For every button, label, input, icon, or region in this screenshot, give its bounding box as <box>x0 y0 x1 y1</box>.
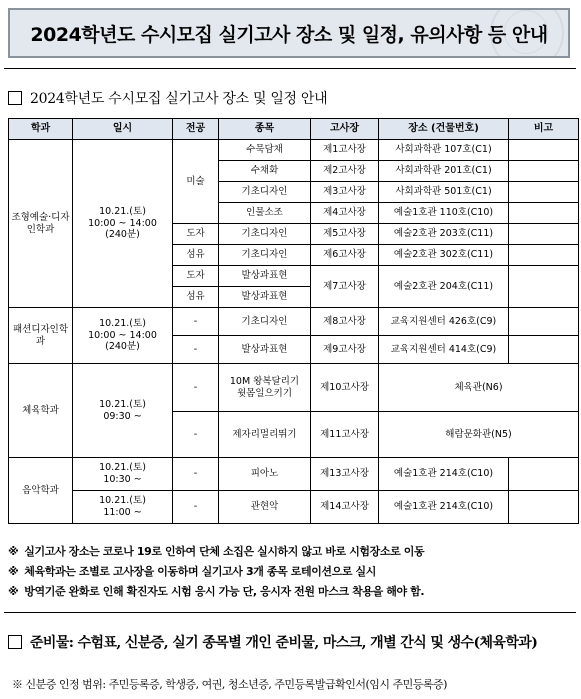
major-cell: - <box>173 458 219 491</box>
major-cell: - <box>173 364 219 412</box>
room-cell: 제13고사장 <box>311 458 379 491</box>
note-item: ※ 방역기준 완화로 인해 확진자도 시험 응시 가능 단, 응시자 전원 마스크 착용을 해야 함. <box>8 585 425 598</box>
note-item: ※ 실기고사 장소는 코로나 19로 인하여 단체 소집은 실시하지 않고 바로 시험장소로 이동 <box>8 545 425 558</box>
place-cell: 예술1호관 214호(C10) <box>379 491 509 524</box>
note-item: ※ 체육학과는 조별로 고사장을 이동하며 실기고사 3개 종목 로테이션으로 실시 <box>8 565 376 578</box>
section-heading-text: 2024학년도 수시모집 실기고사 장소 및 일정 안내 <box>30 91 328 107</box>
room-cell: 제11고사장 <box>311 412 379 458</box>
room-cell: 제10고사장 <box>311 364 379 412</box>
remarks-cell <box>509 140 579 161</box>
table-row <box>9 364 579 412</box>
table-row <box>9 140 579 161</box>
major-cell: 도자 <box>173 266 219 287</box>
major-cell: - <box>173 336 219 364</box>
datetime-cell: 10.21.(토) 10:00 ~ 14:00 (240분) <box>73 140 173 308</box>
place-cell: 체육관(N6) <box>379 364 579 412</box>
place-cell: 예술1호관 214호(C10) <box>379 458 509 491</box>
room-cell: 제3고사장 <box>311 182 379 203</box>
dept-cell: 패션디자인학과 <box>9 308 73 364</box>
event-cell: 제자리멀리뛰기 <box>219 412 311 458</box>
event-cell: 발상과표현 <box>219 266 311 287</box>
remarks-cell <box>509 182 579 203</box>
notes-list <box>8 542 578 602</box>
remarks-cell <box>509 458 579 491</box>
id-footnote: ※ 신분증 인정 범위: 주민등록증, 학생증, 여권, 청소년증, 주민등록발급확인서(임시 주민등록증) <box>12 678 447 691</box>
room-cell: 제8고사장 <box>311 308 379 336</box>
major-cell: 섬유 <box>173 287 219 308</box>
event-cell: 기초디자인 <box>219 182 311 203</box>
section-heading-supplies <box>8 632 537 652</box>
dept-cell: 체육학과 <box>9 364 73 458</box>
event-cell: 기초디자인 <box>219 224 311 245</box>
datetime-cell: 10.21.(토) 11:00 ~ <box>73 491 173 524</box>
header-datetime: 일시 <box>73 119 173 140</box>
dept-cell: 조형예술·디자인학과 <box>9 140 73 308</box>
place-cell: 해람문화관(N5) <box>379 412 579 458</box>
event-cell: 기초디자인 <box>219 245 311 266</box>
reference-mark: ※ <box>8 565 19 578</box>
header-place: 장소 (건물번호) <box>379 119 509 140</box>
title-banner <box>8 8 570 58</box>
checkbox-square-icon <box>8 91 22 105</box>
table-header-row <box>9 119 579 140</box>
room-cell: 제7고사장 <box>311 266 379 308</box>
remarks-cell <box>509 203 579 224</box>
remarks-cell <box>509 336 579 364</box>
event-cell: 발상과표현 <box>219 336 311 364</box>
place-cell: 사회과학관 107호(C1) <box>379 140 509 161</box>
table-row <box>9 308 579 336</box>
datetime-cell: 10.21.(토) 10:30 ~ <box>73 458 173 491</box>
header-remarks: 비고 <box>509 119 579 140</box>
place-cell: 교육지원센터 414호(C9) <box>379 336 509 364</box>
event-cell: 인물소조 <box>219 203 311 224</box>
major-cell: - <box>173 308 219 336</box>
room-cell: 제4고사장 <box>311 203 379 224</box>
major-cell: 섬유 <box>173 245 219 266</box>
major-cell: 미술 <box>173 140 219 224</box>
major-cell: - <box>173 412 219 458</box>
place-cell: 예술1호관 110호(C10) <box>379 203 509 224</box>
event-cell: 발상과표현 <box>219 287 311 308</box>
place-cell: 사회과학관 501호(C1) <box>379 182 509 203</box>
event-cell: 수채화 <box>219 161 311 182</box>
event-cell: 관현악 <box>219 491 311 524</box>
exam-schedule-table <box>8 118 579 524</box>
place-cell: 사회과학관 201호(C1) <box>379 161 509 182</box>
place-cell: 예술2호관 203호(C11) <box>379 224 509 245</box>
datetime-cell: 10.21.(토) 10:00 ~ 14:00 (240분) <box>73 308 173 364</box>
place-cell: 교육지원센터 426호(C9) <box>379 308 509 336</box>
table-row <box>9 458 579 491</box>
datetime-cell: 10.21.(토) 09:30 ~ <box>73 364 173 458</box>
major-cell: 도자 <box>173 224 219 245</box>
header-major: 전공 <box>173 119 219 140</box>
header-exam-room: 고사장 <box>311 119 379 140</box>
place-cell: 예술2호관 302호(C11) <box>379 245 509 266</box>
reference-mark: ※ <box>8 585 19 598</box>
room-cell: 제5고사장 <box>311 224 379 245</box>
header-event: 종목 <box>219 119 311 140</box>
event-cell: 수묵담채 <box>219 140 311 161</box>
event-cell: 10M 왕복달리기 윗몸일으키기 <box>219 364 311 412</box>
table-row <box>9 491 579 524</box>
event-cell: 피아노 <box>219 458 311 491</box>
place-cell: 예술2호관 204호(C11) <box>379 266 509 308</box>
major-cell: - <box>173 491 219 524</box>
remarks-cell <box>509 491 579 524</box>
remarks-cell <box>509 266 579 308</box>
page-title: 2024학년도 수시모집 실기고사 장소 및 일정, 유의사항 등 안내 <box>30 23 548 46</box>
remarks-cell <box>509 224 579 245</box>
checkbox-square-icon <box>8 635 22 649</box>
remarks-cell <box>509 161 579 182</box>
reference-mark: ※ <box>8 545 19 558</box>
header-dept: 학과 <box>9 119 73 140</box>
dept-cell: 음악학과 <box>9 458 73 524</box>
room-cell: 제1고사장 <box>311 140 379 161</box>
room-cell: 제6고사장 <box>311 245 379 266</box>
section-heading-text: 준비물: 수험표, 신분증, 실기 종목별 개인 준비물, 마스크, 개별 간식 및 생수(체육학과) <box>30 635 538 651</box>
remarks-cell <box>509 245 579 266</box>
event-cell: 기초디자인 <box>219 308 311 336</box>
divider-top <box>4 68 576 69</box>
remarks-cell <box>509 308 579 336</box>
room-cell: 제2고사장 <box>311 161 379 182</box>
section-heading-schedule <box>8 88 327 108</box>
divider-bottom <box>4 612 576 613</box>
room-cell: 제9고사장 <box>311 336 379 364</box>
room-cell: 제14고사장 <box>311 491 379 524</box>
